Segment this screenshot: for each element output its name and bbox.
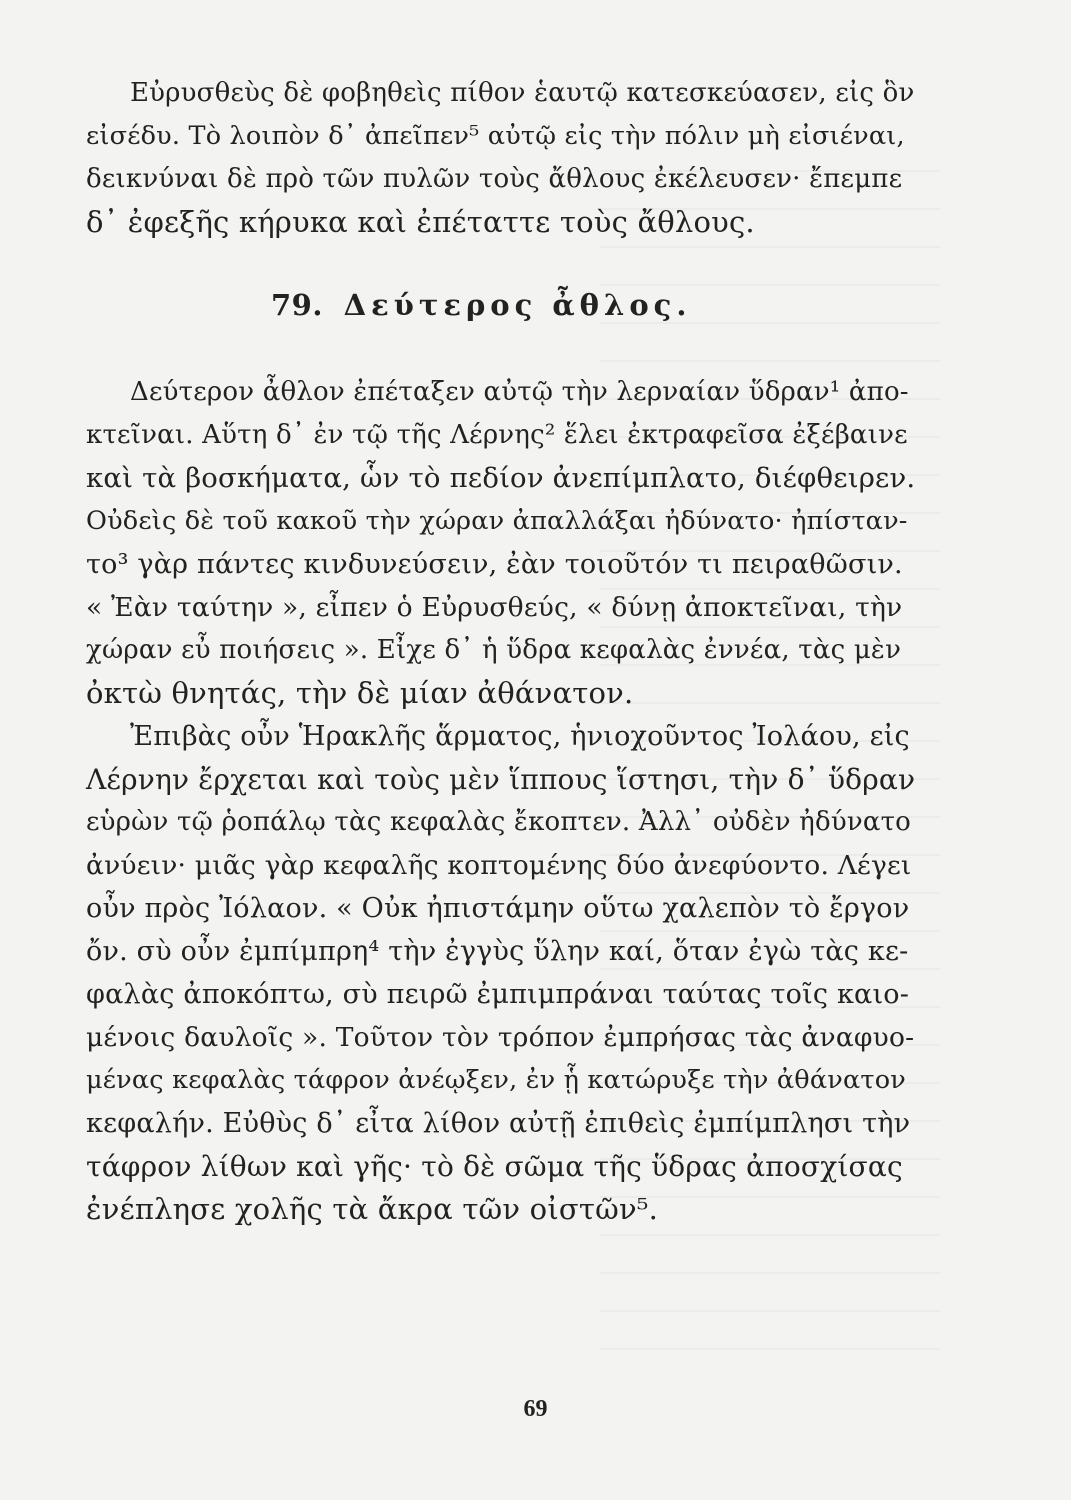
section-heading [86,284,916,327]
text-line: Δεύτερον ἆθλον ἐπέταξεν αὐτῷ τὴν λερναίαν ὕδραν¹ ἀπο- [130,377,909,407]
text-line: Λέρνην ἔρχεται καὶ τοὺς μὲν ἵππους ἵστησι, τὴν δ᾽ ὕδραν [86,763,916,796]
text-line: οὖν πρὸς Ἰόλαον. « Οὐκ ἠπιστάμην οὕτω χαλεπὸν τὸ ἔργον [86,893,910,924]
text-line: κεφαλήν. Εὐθὺς δ᾽ εἶτα λίθον αὐτῇ ἐπιθεὶς ἐμπίμπλησι τὴν [86,1108,911,1139]
text-line: κτεῖναι. Αὕτη δ᾽ ἐν τῷ τῆς Λέρνης² ἕλει ἐκτραφεῖσα ἐξέβαινε [86,420,908,450]
text-line: « Ἐὰν ταύτην », εἶπεν ὁ Εὐρυσθεύς, « δύνῃ ἀποκτεῖναι, τὴν [86,592,903,623]
text-line: Ἐπιβὰς οὖν Ἡρακλῆς ἅρματος, ἡνιοχοῦντος Ἰολάου, εἰς [130,721,910,752]
paragraph-2 [86,715,916,1231]
text-line: καὶ τὰ βοσκήματα, ὧν τὸ πεδίον ἀνεπίμπλατο, διέφθειρεν. [86,462,916,494]
paragraph-1 [86,371,916,715]
text-line: δ᾽ ἐφεξῆς κήρυκα καὶ ἐπέταττε τοὺς ἄθλους. [86,205,755,239]
text-line: χώραν εὖ ποιήσεις ». Εἶχε δ᾽ ἡ ὕδρα κεφαλὰς ἐννέα, τὰς μὲν [86,635,902,665]
text-line: εὑρὼν τῷ ῥοπάλῳ τὰς κεφαλὰς ἔκοπτεν. Ἀλλ᾽ οὐδὲν ἠδύνατο [86,807,912,837]
section-number: 79. [271,288,323,322]
text-line: μένοις δαυλοῖς ». Τοῦτον τὸν τρόπον ἐμπρήσας τὰς ἀναφυο- [86,1022,915,1053]
section-title: Δεύτερος ἆθλος. [343,288,692,322]
text-line: ἀνύειν· μιᾶς γὰρ κεφαλῆς κοπτομένης δύο ἀνεφύοντο. Λέγει [86,850,912,881]
text-line: μένας κεφαλὰς τάφρον ἀνέῳξεν, ἐν ᾗ κατώρυξε τὴν ἀθάνατον [86,1065,906,1095]
text-line: ἐνέπλησε χολῆς τὰ ἄκρα τῶν οἰστῶν⁵. [86,1192,659,1226]
text-line: ὄν. σὺ οὖν ἐμπίμπρη⁴ τὴν ἐγγὺς ὕλην καί, ὅταν ἐγὼ τὰς κε- [86,936,909,967]
body-text [86,72,916,1231]
text-line: Εὐρυσθεὺς δὲ φοβηθεὶς πίθον ἑαυτῷ κατεσκεύασεν, εἰς ὃν [130,78,915,108]
page-number: 69 [523,1396,548,1422]
text-line: ὀκτὼ θνητάς, τὴν δὲ μίαν ἀθάνατον. [86,676,634,710]
text-line: εἰσέδυ. Τὸ λοιπὸν δ᾽ ἀπεῖπεν⁵ αὐτῷ εἰς τὴν πόλιν μὴ εἰσιέναι, [86,121,905,151]
text-line: Οὐδεὶς δὲ τοῦ κακοῦ τὴν χώραν ἀπαλλάξαι ἠδύνατο· ἠπίσταν- [86,506,908,536]
text-line: το³ γὰρ πάντες κινδυνεύσειν, ἐὰν τοιοῦτόν τι πειραθῶσιν. [86,549,903,580]
text-line: δεικνύναι δὲ πρὸ τῶν πυλῶν τοὺς ἄθλους ἐκέλευσεν· ἔπεμπε [86,164,903,194]
text-line: φαλὰς ἀποκόπτω, σὺ πειρῶ ἐμπιμπράναι ταύτας τοῖς καιο- [86,979,910,1010]
text-line: τάφρον λίθων καὶ γῆς· τὸ δὲ σῶμα τῆς ὕδρας ἀποσχίσας [86,1150,903,1183]
intro-paragraph [86,72,916,244]
